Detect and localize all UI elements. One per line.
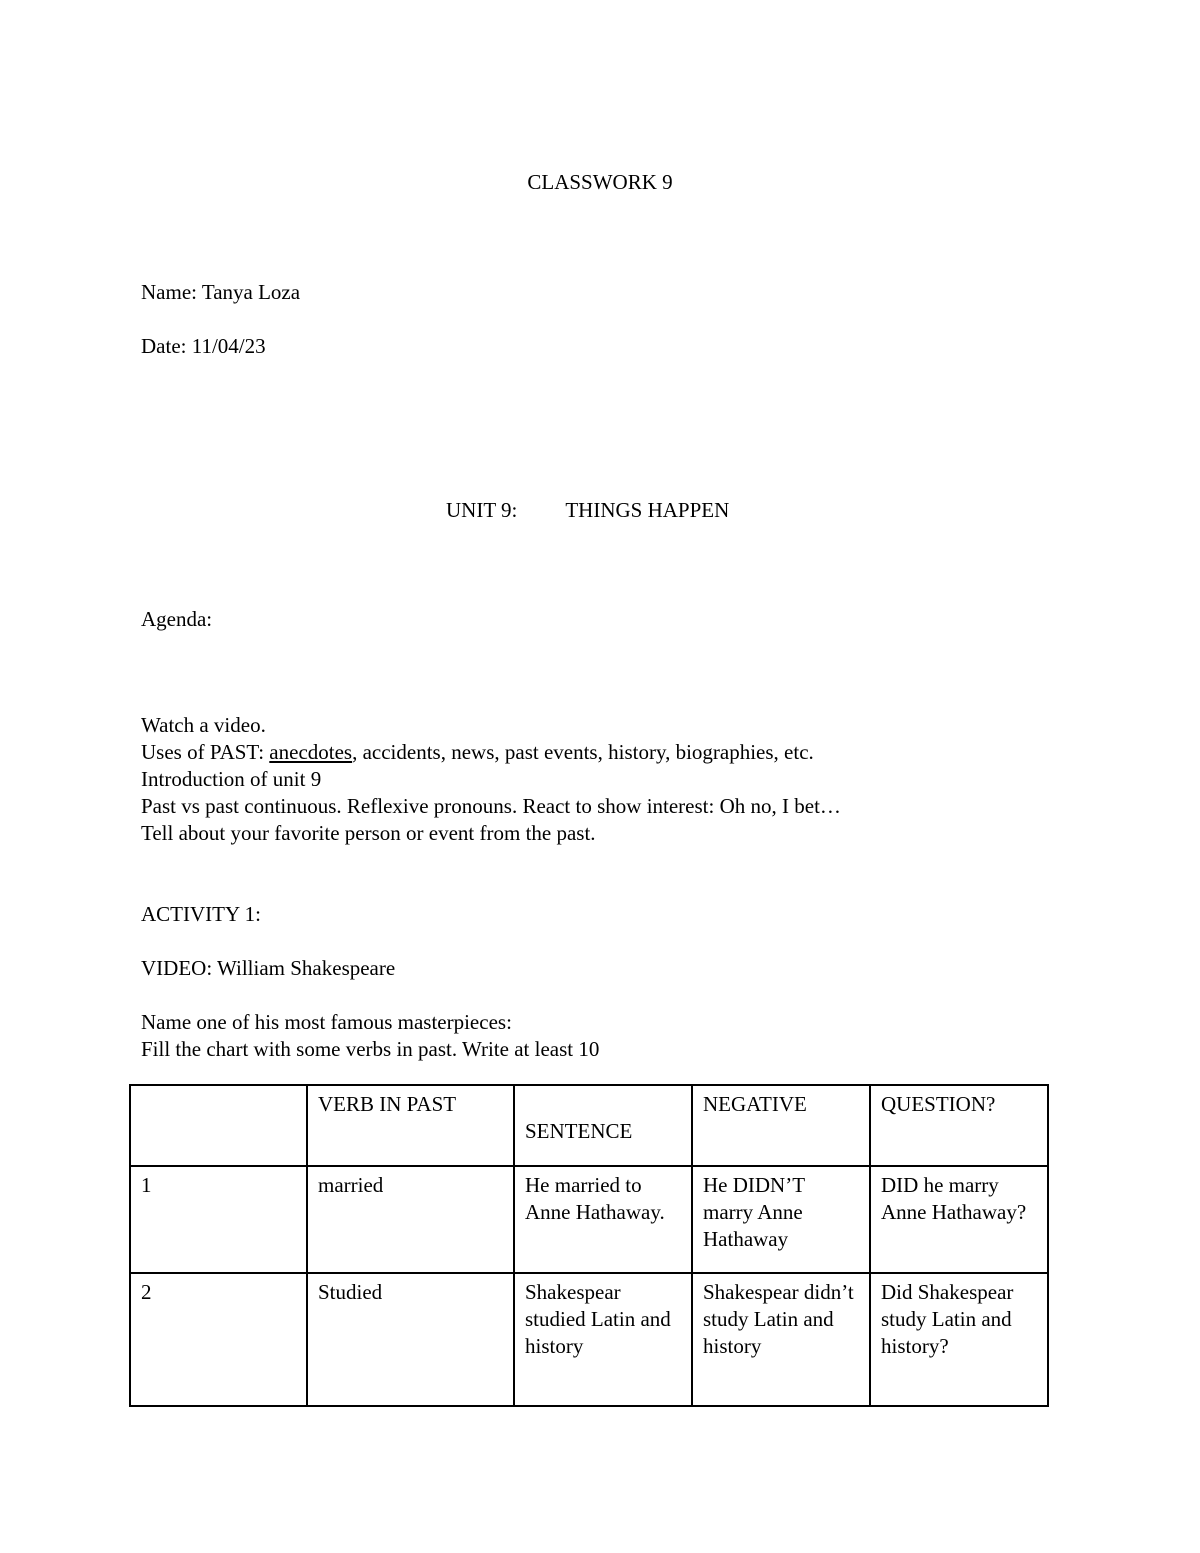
- date-line: Date: 11/04/23: [141, 334, 266, 358]
- table-cell-negative: Shakespear didn’t study Latin and history: [692, 1273, 870, 1406]
- table-cell-negative: He DIDN’T marry Anne Hathaway: [692, 1166, 870, 1273]
- agenda-list: [141, 712, 841, 847]
- agenda-item: [141, 739, 841, 766]
- agenda-item-prefix: Uses of PAST:: [141, 740, 265, 764]
- table-cell-sentence: Shakespear studied Latin and history: [514, 1273, 692, 1406]
- unit-label: UNIT 9:: [446, 498, 518, 522]
- agenda-item-underlined: anecdotes: [269, 740, 353, 764]
- table-cell-verb: married: [307, 1166, 514, 1273]
- table-cell-question: DID he marry Anne Hathaway?: [870, 1166, 1048, 1273]
- agenda-item: Past vs past continuous. Reflexive pronouns. React to show interest: Oh no, I bet…: [141, 794, 841, 818]
- chart-instructions: Fill the chart with some verbs in past. Write at least 10: [141, 1037, 600, 1061]
- header-cell-sentence: [514, 1085, 692, 1166]
- video-line: VIDEO: William Shakespeare: [141, 956, 396, 980]
- table-row: [130, 1166, 1048, 1273]
- agenda-item: Tell about your favorite person or event from the past.: [141, 821, 596, 845]
- table-cell-sentence: He married to Anne Hathaway.: [514, 1166, 692, 1273]
- header-cell-negative: NEGATIVE: [692, 1085, 870, 1166]
- table-header-row: [130, 1085, 1048, 1166]
- unit-heading: [446, 500, 729, 521]
- table-cell-question: Did Shakespear study Latin and history?: [870, 1273, 1048, 1406]
- activity-heading: ACTIVITY 1:: [141, 902, 261, 926]
- header-cell-question: QUESTION?: [870, 1085, 1048, 1166]
- header-cell-verb: VERB IN PAST: [307, 1085, 514, 1166]
- student-name: Name: Tanya Loza: [141, 280, 301, 304]
- masterpiece-prompt: Name one of his most famous masterpieces:: [141, 1010, 512, 1034]
- agenda-item-suffix: , accidents, news, past events, history, biographies, etc.: [352, 740, 814, 764]
- header-sentence-label: SENTENCE: [525, 1119, 633, 1143]
- header-cell-number: [130, 1085, 307, 1166]
- agenda-item: Watch a video.: [141, 713, 266, 737]
- agenda-item: Introduction of unit 9: [141, 767, 322, 791]
- page-title: CLASSWORK 9: [527, 170, 673, 194]
- agenda-heading: Agenda:: [141, 607, 213, 631]
- table-row: [130, 1273, 1048, 1406]
- table-cell-number: 2: [130, 1273, 307, 1406]
- verb-chart-table: [129, 1084, 1049, 1407]
- table-cell-number: 1: [130, 1166, 307, 1273]
- table-cell-verb: Studied: [307, 1273, 514, 1406]
- unit-title: THINGS HAPPEN: [565, 498, 730, 522]
